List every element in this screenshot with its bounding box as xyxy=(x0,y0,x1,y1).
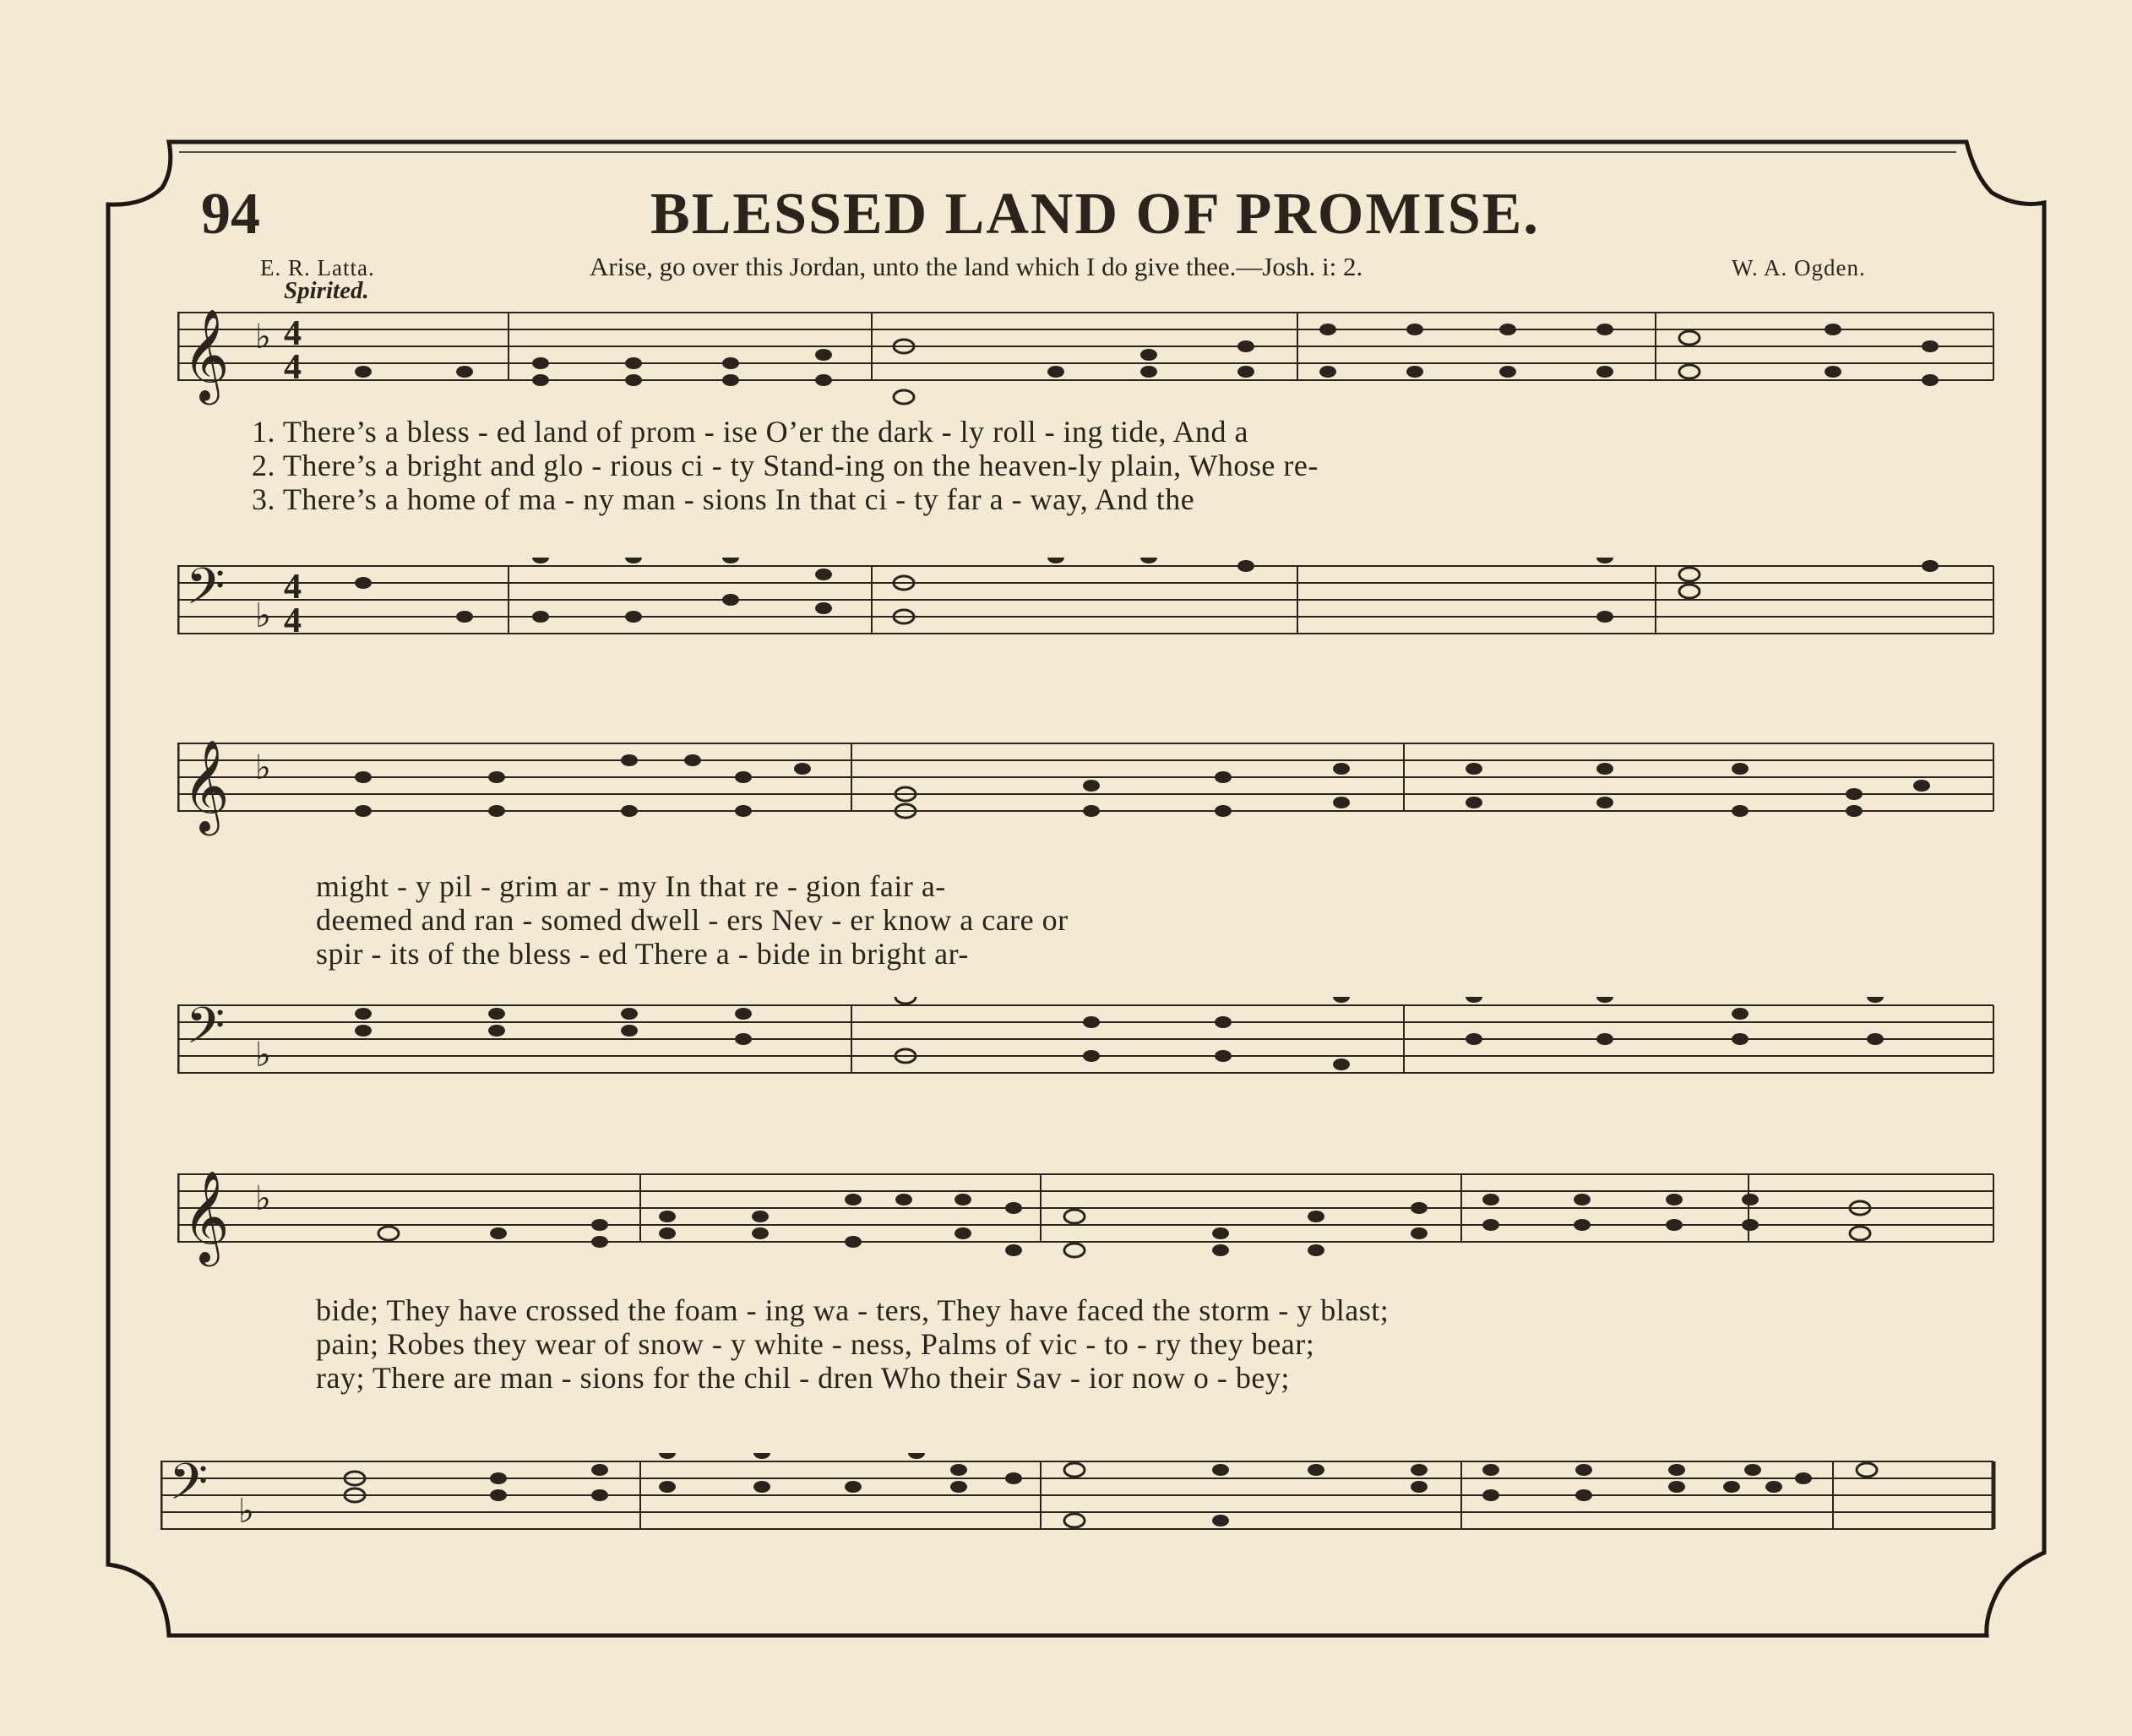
hymn-title: BLESSED LAND OF PROMISE. xyxy=(650,182,1540,247)
system-2-treble-staff xyxy=(177,735,2002,836)
svg-text:4: 4 xyxy=(284,601,302,640)
composer-credit: W. A. Ogden. xyxy=(1732,255,1866,280)
svg-text:𝄞: 𝄞 xyxy=(182,1171,230,1263)
system-2-verse-1: might - y pil - grim ar - my In that re - gion fair a- xyxy=(316,869,946,903)
system-3-verse-3: ray; There are man - sions for the chil - dren Who their Sav - ior now o - bey; xyxy=(316,1361,1290,1395)
svg-text:♭: ♭ xyxy=(255,1036,271,1074)
svg-text:𝄢: 𝄢 xyxy=(186,558,226,628)
svg-text:4: 4 xyxy=(284,314,302,353)
svg-text:𝄞: 𝄞 xyxy=(182,740,230,832)
system-1-treble-staff xyxy=(177,304,2002,422)
svg-text:♭: ♭ xyxy=(238,1492,254,1530)
system-2-verse-3: spir - its of the bless - ed There a - bide in bright ar- xyxy=(316,937,969,971)
svg-text:♭: ♭ xyxy=(255,1179,271,1217)
tempo-marking: Spirited. xyxy=(284,277,369,304)
system-3-verse-2: pain; Robes they wear of snow - y white - ness, Palms of vic - to - ry they bear; xyxy=(316,1327,1315,1361)
svg-text:𝄢: 𝄢 xyxy=(169,1453,209,1523)
system-3-bass-staff xyxy=(160,1453,2002,1554)
svg-text:♭: ♭ xyxy=(255,318,271,356)
system-1-bass-staff xyxy=(177,558,2002,659)
system-1-verse-1: 1. There’s a bless - ed land of prom - ise O’er the dark - ly roll - ing tide, And a xyxy=(252,415,1249,449)
system-3-treble-staff xyxy=(177,1166,2002,1267)
svg-text:♭: ♭ xyxy=(255,748,271,786)
svg-text:𝄢: 𝄢 xyxy=(186,997,226,1067)
svg-text:𝄞: 𝄞 xyxy=(182,309,230,401)
system-3-verse-1: bide; They have crossed the foam - ing wa - ters, They have faced the storm - y blast; xyxy=(316,1293,1390,1327)
svg-text:4: 4 xyxy=(284,348,302,387)
lyricist-credit: E. R. Latta. xyxy=(260,255,375,280)
system-2-verse-2: deemed and ran - somed dwell - ers Nev - er know a care or xyxy=(316,903,1069,937)
system-2-bass-staff xyxy=(177,997,2002,1098)
svg-text:♭: ♭ xyxy=(255,596,271,634)
svg-text:4: 4 xyxy=(284,568,302,607)
scripture-epigraph: Arise, go over this Jordan, unto the land which I do give thee.—Josh. i: 2. xyxy=(590,252,1363,281)
page-number: 94 xyxy=(201,182,260,247)
system-1-verse-2: 2. There’s a bright and glo - rious ci - ty Stand-ing on the heaven-ly plain, Whose re- xyxy=(252,449,1319,482)
system-1-verse-3: 3. There’s a home of ma - ny man - sions In that ci - ty far a - way, And the xyxy=(252,482,1195,516)
